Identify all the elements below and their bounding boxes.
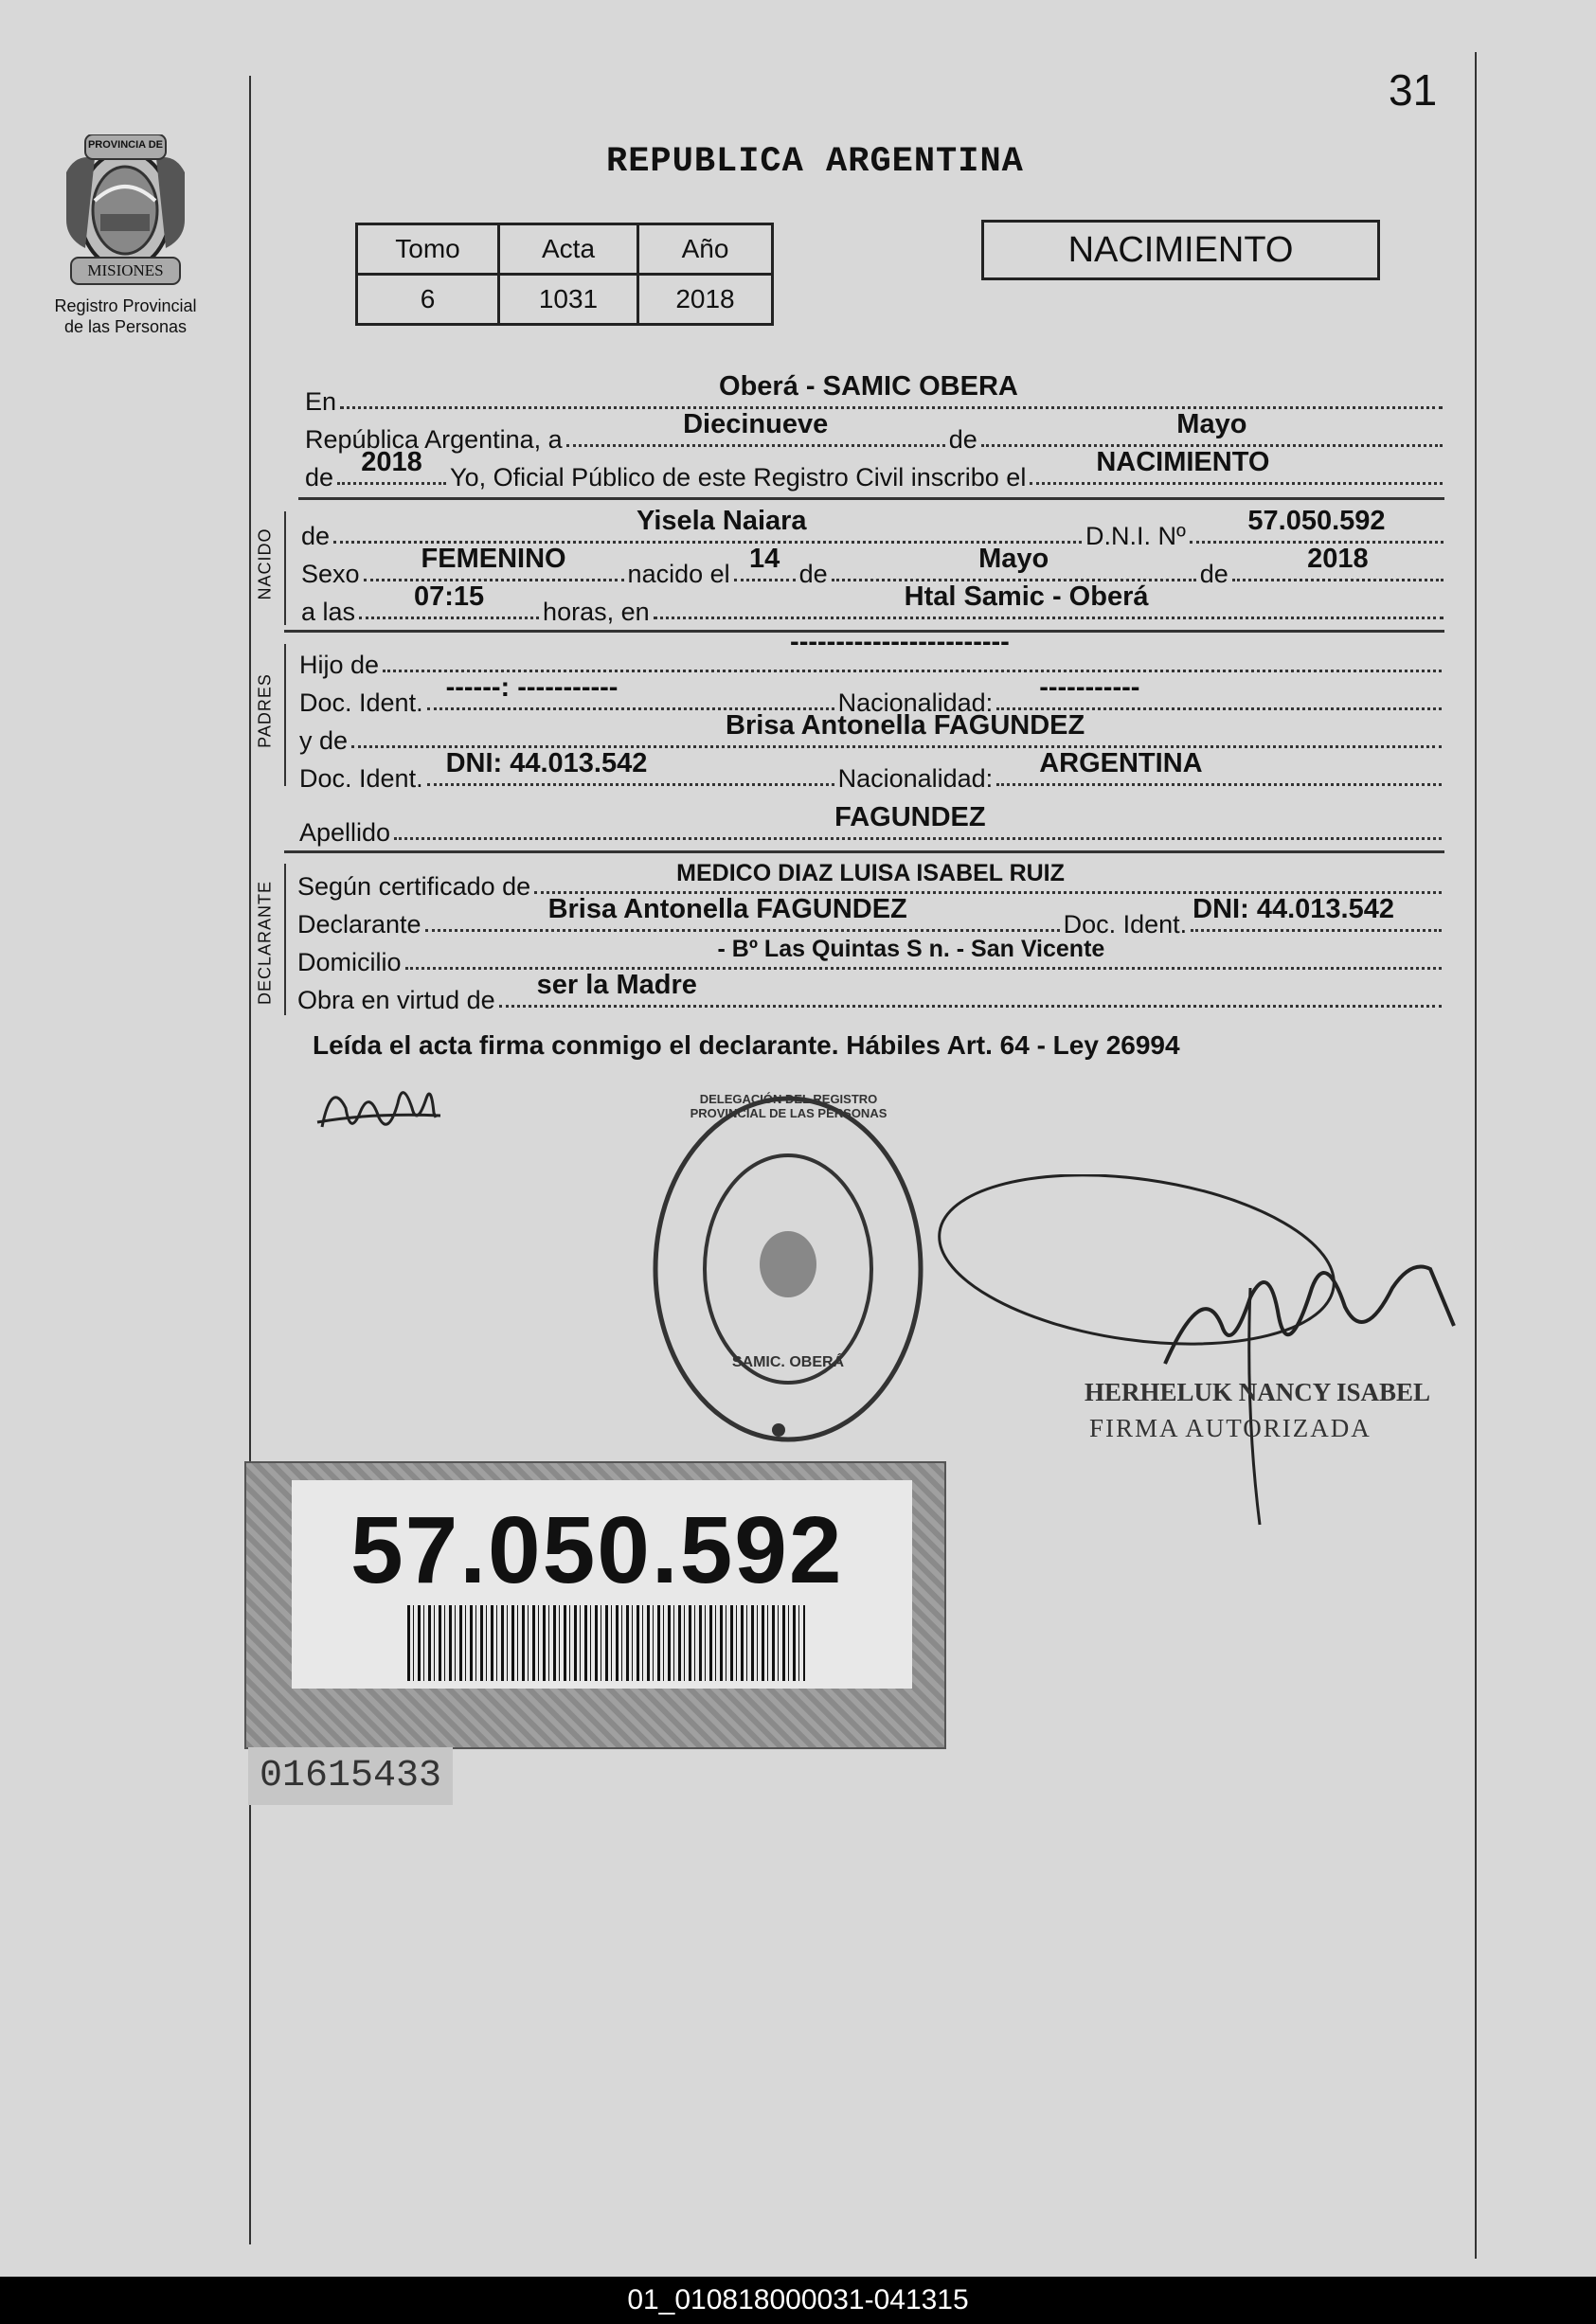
birth-month-value: Mayo: [978, 544, 1049, 574]
section-label-nacido: NACIDO: [255, 527, 275, 600]
month-value: Mayo: [1176, 409, 1247, 439]
logo-caption-line1: Registro Provincial: [54, 296, 197, 315]
id-number-large: 57.050.592: [350, 1497, 844, 1603]
logo-caption-line2: de las Personas: [63, 317, 188, 336]
yo-text: Yo, Oficial Público de este Registro Civil inscribo el: [450, 463, 1027, 492]
line-en: [305, 371, 1446, 417]
record-table: [355, 223, 774, 326]
obra-value: ser la Madre: [536, 970, 697, 1000]
child-name-value: Yisela Naiara: [637, 506, 807, 536]
right-margin-line: [1475, 52, 1477, 2259]
acta-value: 1031: [499, 275, 638, 325]
record-table-header: Acta: [499, 224, 638, 275]
record-table-header: Tomo: [357, 224, 499, 275]
line-hijo-de: Hijo de ------------------------: [299, 642, 1445, 680]
apellido-value: FAGUNDEZ: [834, 802, 986, 832]
line-domicilio: Domicilio - Bº Las Quintas S n. - San Vicente: [297, 939, 1445, 977]
file-reference-bar: 01_010818000031-041315: [0, 2277, 1596, 2324]
section-label-declarante: DECLARANTE: [255, 880, 275, 1006]
inscribo-value: NACIMIENTO: [1096, 447, 1270, 477]
de-label: de: [948, 425, 977, 454]
misiones-coat-of-arms-logo: [57, 134, 194, 286]
father-nationality-value: -----------: [1039, 672, 1140, 703]
line-sexo: Sexo FEMENINO nacido el 14 de Mayo de 2018: [301, 551, 1447, 589]
birth-year-value: 2018: [1307, 544, 1369, 574]
logo-caption: [24, 295, 227, 337]
official-name: HERHELUK NANCY ISABEL: [1085, 1378, 1431, 1406]
mother-doc-value: DNI: 44.013.542: [445, 748, 648, 778]
certificado-value: MEDICO DIAZ LUISA ISABEL RUIZ: [676, 860, 1065, 886]
line-apellido: Apellido FAGUNDEZ: [299, 810, 1445, 848]
record-table-header: Año: [638, 224, 773, 275]
line-hora: a las 07:15 horas, en Htal Samic - Oberá: [301, 589, 1447, 627]
declarant-signature: [313, 1070, 445, 1160]
registry-stamp: [644, 1084, 933, 1454]
legal-text: Leída el acta firma conmigo el declarante. Hábiles Art. 64 - Ley 26994: [313, 1030, 1180, 1060]
birth-time-value: 07:15: [413, 581, 485, 612]
record-type-box: NACIMIENTO: [981, 220, 1380, 280]
declarante-doc-value: DNI: 44.013.542: [1193, 894, 1394, 924]
stamp-outer-text: DELEGACIÓN DEL REGISTRO PROVINCIAL DE LAS PERSONAS: [690, 1092, 888, 1120]
stamp-inner-text: SAMIC. OBERÁ: [731, 1354, 845, 1370]
father-doc-value: ------: -----------: [445, 672, 619, 703]
page-number: 31: [1389, 65, 1438, 115]
dni-label: D.N.I. Nº: [1085, 522, 1186, 550]
sexo-value: FEMENINO: [421, 544, 566, 574]
section-label-padres: PADRES: [255, 673, 275, 748]
separator: [284, 850, 1444, 853]
birth-day-value: 14: [749, 544, 780, 574]
id-barcode-label: [244, 1461, 946, 1749]
official-title: FIRMA AUTORIZADA: [1089, 1414, 1372, 1442]
line-nacido-name: de Yisela Naiara D.N.I. Nº 57.050.592: [301, 513, 1447, 551]
en-label: En: [305, 387, 337, 416]
line-republica: [305, 409, 1446, 455]
left-margin-line: [249, 76, 251, 2244]
record-table-header-row: [357, 224, 773, 275]
mother-name-value: Brisa Antonella FAGUNDEZ: [726, 710, 1085, 741]
tomo-value: 6: [357, 275, 499, 325]
mother-nationality-value: ARGENTINA: [1039, 748, 1203, 778]
father-name-value: ------------------------: [790, 627, 1010, 657]
line-year: [305, 447, 1446, 492]
de-label: de: [305, 463, 334, 492]
line-y-de: y de Brisa Antonella FAGUNDEZ: [299, 718, 1445, 756]
year-value: 2018: [361, 447, 422, 477]
child-dni-value: 57.050.592: [1247, 506, 1386, 536]
place-value: Oberá - SAMIC OBERA: [719, 371, 1018, 402]
official-signature: [938, 1174, 1459, 1544]
line-father-doc: Doc. Ident. ------: ----------- Nacionalidad: -----------: [299, 680, 1445, 718]
birthplace-value: Htal Samic - Oberá: [904, 581, 1149, 612]
domicilio-value: - Bº Las Quintas S n. - San Vicente: [717, 936, 1105, 962]
line-obra: Obra en virtud de ser la Madre: [297, 977, 1445, 1015]
separator: [298, 497, 1444, 500]
barcode: [407, 1605, 805, 1681]
ano-value: 2018: [638, 275, 773, 325]
line-certificado: Según certificado de MEDICO DIAZ LUISA ISABEL RUIZ: [297, 864, 1445, 902]
republica-label: República Argentina, a: [305, 425, 563, 454]
day-words-value: Diecinueve: [683, 409, 829, 439]
record-table-value-row: [357, 275, 773, 325]
line-declarante: Declarante Brisa Antonella FAGUNDEZ Doc. Ident. DNI: 44.013.542: [297, 902, 1445, 939]
seal-bottom-text: MISIONES: [87, 261, 164, 279]
sexo-label: Sexo: [301, 560, 360, 588]
country-title: REPUBLICA ARGENTINA: [606, 142, 1024, 182]
line-mother-doc: Doc. Ident. DNI: 44.013.542 Nacionalidad: ARGENTINA: [299, 756, 1445, 794]
seal-top-text: PROVINCIA DE: [87, 139, 164, 151]
declarante-value: Brisa Antonella FAGUNDEZ: [547, 894, 907, 924]
control-number: 01615433: [248, 1747, 453, 1805]
